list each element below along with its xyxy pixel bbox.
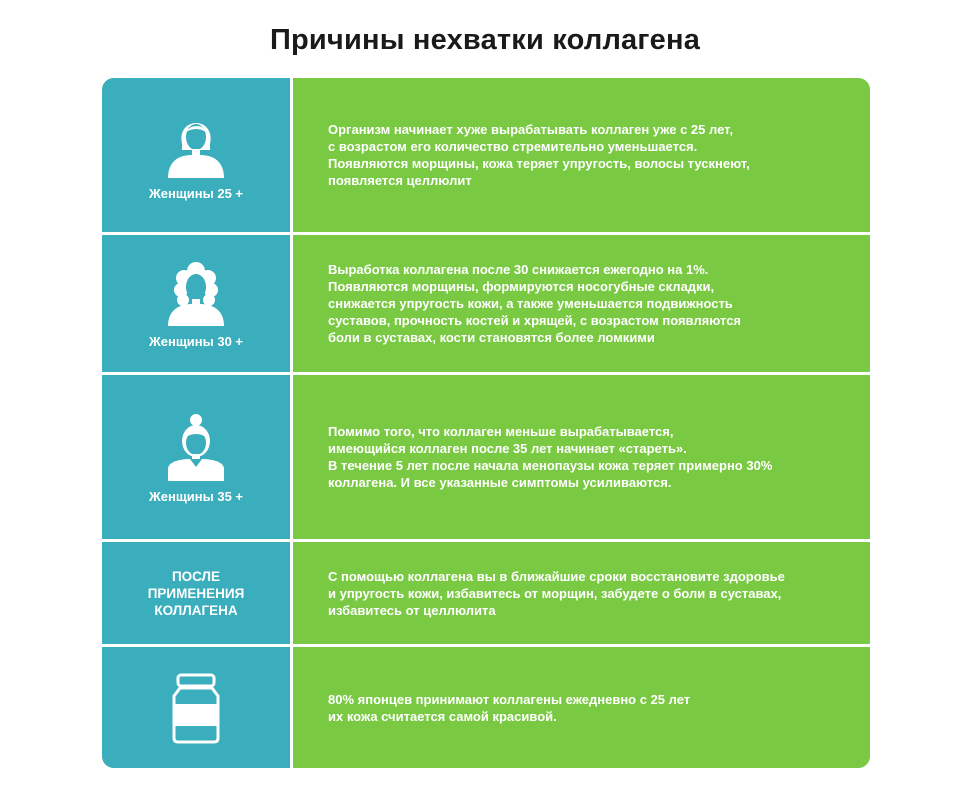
row-after-collagen	[102, 542, 870, 644]
row-label: Женщины 25 +	[148, 185, 244, 201]
row-text: 80% японцев принимают коллагены ежедневно с 25 лет их кожа считается самой красивой.	[328, 691, 691, 724]
row-text-cell	[293, 78, 870, 232]
row-text: Помимо того, что коллаген меньше вырабатывается, имеющийся коллаген после 35 лет начинает «стареть». В течение 5 лет после начала менопаузы кожа теряет примерно 30% коллагена. И все указанные симптомы усиливаются.	[328, 424, 773, 490]
row-women-30	[102, 235, 870, 372]
page-title: Причины нехватки коллагена	[269, 24, 701, 56]
row-text: С помощью коллагена вы в ближайшие сроки восстановите здоровье и упругость кожи, избавитесь от морщин, забудете о боли в суставах, избавитесь от целлюлита	[328, 568, 785, 618]
row-text-cell	[293, 542, 870, 644]
row-women-35	[102, 375, 870, 539]
woman-bun-hair-icon	[164, 411, 228, 481]
row-text-cell	[293, 647, 870, 768]
row-label: ПОСЛЕ ПРИМЕНЕНИЯ КОЛЛАГЕНА	[147, 568, 245, 618]
row-text: Выработка коллагена после 30 снижается ежегодно на 1%. Появляются морщины, формируются носогубные складки, снижается упругость кожи, а также уменьшается подвижность суставов, прочность костей и хрящей, с возрастом появляются боли в суставах, кости становятся более ломкими	[328, 262, 742, 345]
row-text: Организм начинает хуже вырабатывать коллаген уже с 25 лет, с возрастом его количество стремительно уменьшается. Появляются морщины, кожа теряет упругость, волосы тускнеют, появляется целлюлит	[328, 122, 750, 188]
row-label: Женщины 30 +	[148, 334, 244, 349]
row-label-cell	[102, 235, 290, 372]
row-label-cell	[102, 78, 290, 232]
row-label-cell	[102, 542, 290, 644]
row-japan-fact	[102, 647, 870, 768]
row-label-cell	[102, 647, 290, 768]
row-label: Женщины 35 +	[148, 488, 244, 504]
woman-short-hair-icon	[164, 110, 228, 178]
woman-curly-hair-icon	[164, 258, 228, 326]
row-women-25	[102, 78, 870, 232]
info-table	[102, 78, 870, 768]
row-label-cell	[102, 375, 290, 539]
row-text-cell	[293, 235, 870, 372]
supplement-jar-icon	[170, 672, 222, 744]
row-text-cell	[293, 375, 870, 539]
